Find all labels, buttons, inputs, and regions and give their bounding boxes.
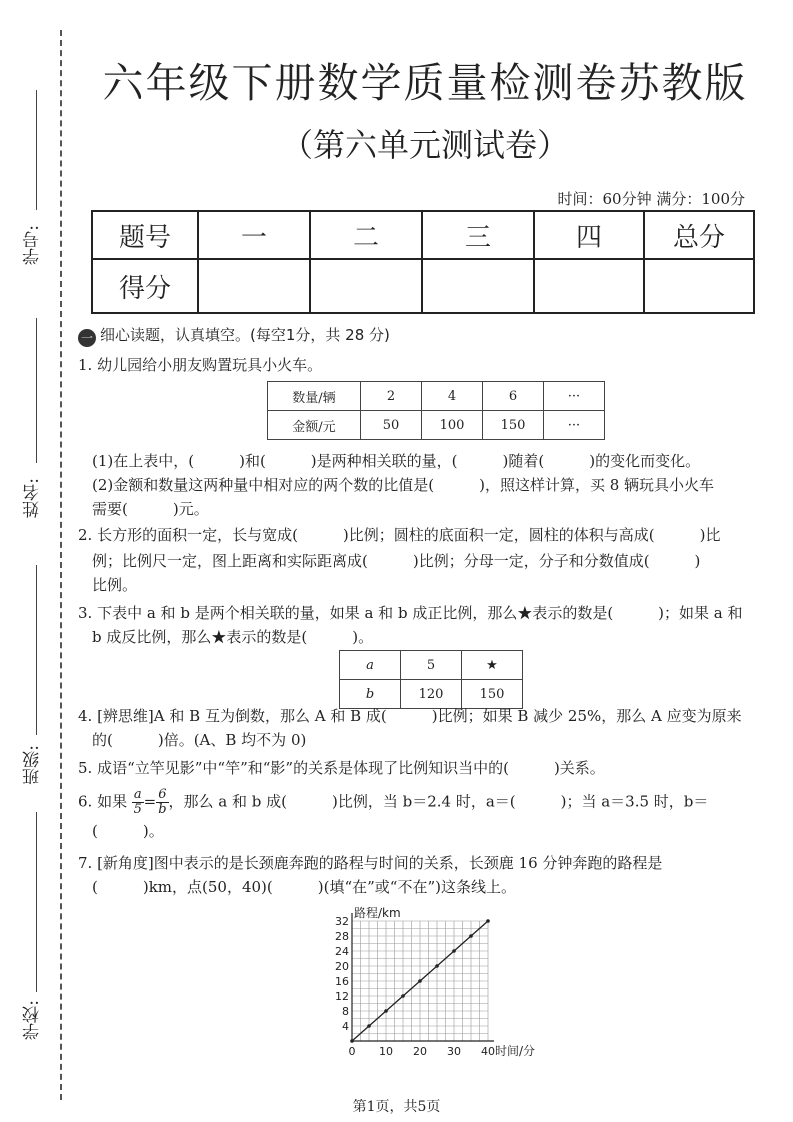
- data-point: [418, 979, 422, 983]
- table-cell: 50: [361, 411, 422, 440]
- x-axis-label: 时间/分: [495, 1044, 536, 1058]
- distance-time-chart: [325, 900, 545, 1070]
- q5-line1: 5. 成语“立竿见影”中“竿”和“影”的关系是体现了比例知识当中的( )关系。: [78, 759, 605, 777]
- q6-line2: ( )。: [92, 822, 164, 840]
- q2-line3: 比例。: [92, 576, 138, 594]
- table-cell: ···: [544, 382, 605, 411]
- page-subtitle: （第六单元测试卷）: [280, 126, 569, 164]
- table-cell: 150: [462, 680, 523, 709]
- name-label: 姓名:: [23, 478, 43, 518]
- y-tick-label: 16: [335, 975, 349, 988]
- table-cell: 5: [401, 651, 462, 680]
- score-header-cell: 四: [534, 211, 644, 259]
- x-tick-label: 30: [447, 1045, 461, 1058]
- table-cell: 120: [401, 680, 462, 709]
- x-tick-label: 10: [379, 1045, 393, 1058]
- data-point: [367, 1024, 371, 1028]
- table-cell: ★: [462, 651, 523, 680]
- table-cell: ···: [544, 411, 605, 440]
- score-table-score-row: [92, 259, 754, 313]
- q3-line2: b 成反比例，那么★表示的数是( )。: [92, 628, 374, 646]
- y-tick-label: 28: [335, 930, 349, 943]
- school-label: 学校:: [23, 1000, 43, 1040]
- class-label: 班级:: [23, 745, 43, 785]
- q6-suffix: ，那么 a 和 b 成( )比例，当 b＝2.4 时，a＝( )；当 a＝3.5 时，b＝: [168, 792, 709, 811]
- score-cell[interactable]: [644, 259, 754, 313]
- score-cell[interactable]: [198, 259, 310, 313]
- x-tick-label: 40: [481, 1045, 495, 1058]
- student-id-label: 学号:: [23, 225, 43, 265]
- q1-sub1: (1)在上表中，( )和( )是两种相关联的量，( )随着( )的变化而变化。: [92, 452, 701, 470]
- q6-equals: =: [143, 792, 157, 811]
- student-id-line: [36, 90, 37, 210]
- score-cell[interactable]: [534, 259, 644, 313]
- y-tick-label: 20: [335, 960, 349, 973]
- data-point: [486, 919, 490, 923]
- score-table: [91, 210, 755, 314]
- name-line: [36, 318, 37, 463]
- table-cell: 4: [422, 382, 483, 411]
- table-cell: 2: [361, 382, 422, 411]
- q3-line1: 3. 下表中 a 和 b 是两个相关联的量，如果 a 和 b 成正比例，那么★表示的数是( )；如果 a 和: [78, 604, 743, 622]
- table-row: [340, 651, 523, 680]
- score-header-cell: 一: [198, 211, 310, 259]
- score-cell[interactable]: [310, 259, 422, 313]
- y-tick-label: 4: [342, 1020, 349, 1033]
- q6-fraction-a-over-5: $\frac{a}{5}$: [133, 787, 142, 817]
- q4-line1: 4. [辨思维]A 和 B 互为倒数，那么 A 和 B 成( )比例；如果 B 减少 25%，那么 A 应变为原来: [78, 707, 742, 725]
- y-tick-label: 24: [335, 945, 349, 958]
- data-point: [435, 964, 439, 968]
- data-point: [469, 934, 473, 938]
- table-cell: 100: [422, 411, 483, 440]
- q1-table: [267, 381, 605, 440]
- q2-line2: 例；比例尺一定，图上距离和实际距离成( )比例；分母一定，分子和分数值成( ): [92, 552, 701, 570]
- page-title: 六年级下册数学质量检测卷苏教版: [102, 59, 748, 107]
- y-tick-label: 12: [335, 990, 349, 1003]
- section-number-badge: 一: [78, 329, 96, 347]
- score-table-header-row: [92, 211, 754, 259]
- score-header-cell: 三: [422, 211, 534, 259]
- q1-sub2b: 需要( )元。: [92, 500, 209, 518]
- page-footer: 第1页，共5页: [352, 1099, 441, 1115]
- q1-sub2a: (2)金额和数量这两种量中相对应的两个数的比值是( )，照这样计算，买 8 辆玩具小火车: [92, 476, 715, 494]
- exam-meta: 时间：60分钟 满分：100分: [557, 190, 745, 208]
- score-header-cell: 总分: [644, 211, 754, 259]
- y-tick-label: 32: [335, 915, 349, 928]
- q6-fraction-6-over-b: $\frac{6}{b}$: [158, 787, 167, 817]
- table-cell: 金额/元: [268, 411, 361, 440]
- school-line: [36, 812, 37, 992]
- q6-prefix: 6. 如果: [78, 792, 128, 811]
- score-row-label: 得分: [92, 259, 198, 313]
- section-heading-text: 细心读题，认真填空。(每空1分，共 28 分): [100, 326, 390, 344]
- q4-line2: 的( )倍。(A、B 均不为 0): [92, 731, 307, 749]
- table-row: [268, 382, 605, 411]
- q7-line2: ( )km，点(50，40)( )(填“在”或“不在”)这条线上。: [92, 878, 516, 896]
- table-cell: 150: [483, 411, 544, 440]
- binding-dashed-line: [60, 30, 62, 1100]
- class-line: [36, 565, 37, 735]
- q1-text: 1. 幼儿园给小朋友购置玩具小火车。: [78, 356, 323, 374]
- table-cell: a: [340, 651, 401, 680]
- data-point: [384, 1009, 388, 1013]
- data-point: [350, 1039, 354, 1043]
- y-axis-label: 路程/km: [354, 906, 401, 920]
- table-cell: 数量/辆: [268, 382, 361, 411]
- x-tick-label: 20: [413, 1045, 427, 1058]
- q6-line1: [78, 788, 768, 817]
- q7-line1: 7. [新角度]图中表示的是长颈鹿奔跑的路程与时间的关系，长颈鹿 16 分钟奔跑的路程是: [78, 854, 663, 872]
- data-point: [401, 994, 405, 998]
- score-header-cell: 题号: [92, 211, 198, 259]
- y-tick-label: 8: [342, 1005, 349, 1018]
- q2-line1: 2. 长方形的面积一定，长与宽成( )比例；圆柱的底面积一定，圆柱的体积与高成( )比: [78, 526, 721, 544]
- score-cell[interactable]: [422, 259, 534, 313]
- q3-table: [339, 650, 523, 709]
- table-row: [268, 411, 605, 440]
- x-tick-label: 0: [348, 1045, 356, 1058]
- table-cell: 6: [483, 382, 544, 411]
- section-heading: [78, 324, 390, 347]
- data-point: [452, 949, 456, 953]
- table-cell: b: [340, 680, 401, 709]
- score-header-cell: 二: [310, 211, 422, 259]
